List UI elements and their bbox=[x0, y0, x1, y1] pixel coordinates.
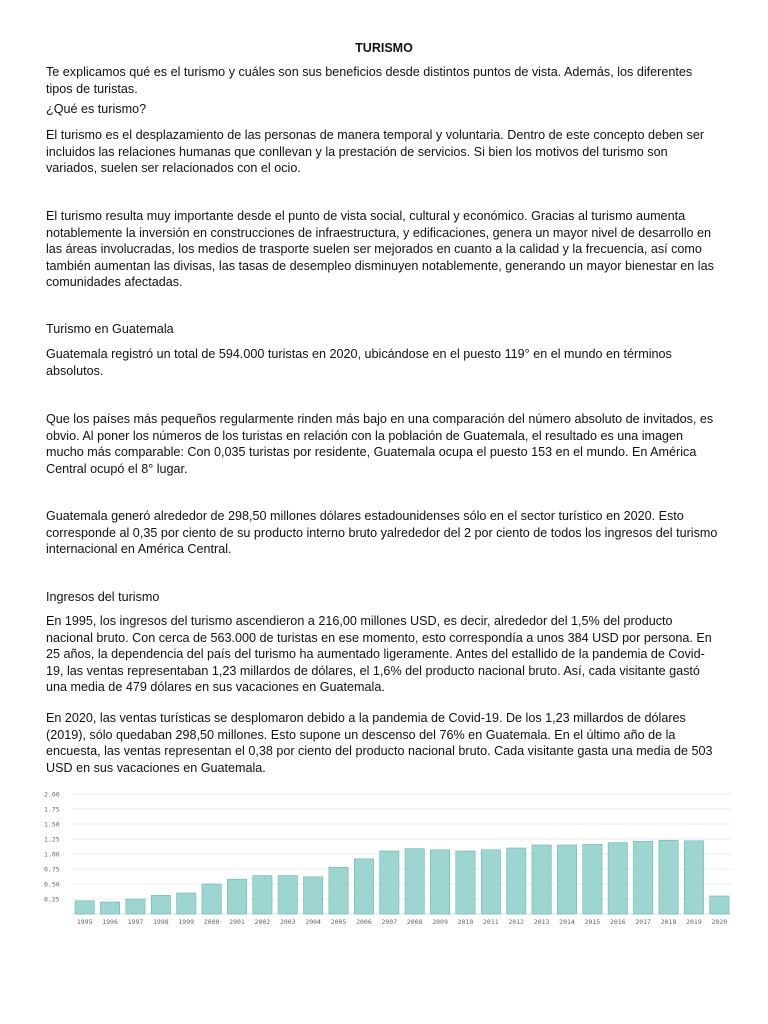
x-tick-label: 2013 bbox=[533, 918, 550, 926]
y-tick-label: 0.50 bbox=[44, 880, 60, 889]
bar-2018 bbox=[659, 840, 678, 914]
bar-1999 bbox=[177, 893, 196, 914]
bar-2002 bbox=[253, 876, 272, 914]
bar-2009 bbox=[430, 850, 449, 914]
x-tick-label: 2020 bbox=[711, 918, 728, 926]
x-tick-label: 2010 bbox=[457, 918, 474, 926]
x-tick-label: 2012 bbox=[508, 918, 525, 926]
bar-2007 bbox=[380, 851, 399, 914]
x-tick-label: 2005 bbox=[330, 918, 347, 926]
income-heading: Ingresos del turismo bbox=[46, 590, 160, 604]
x-tick-label: 1995 bbox=[76, 918, 93, 926]
x-tick-label: 2018 bbox=[660, 918, 677, 926]
guatemala-heading: Turismo en Guatemala bbox=[46, 322, 174, 336]
x-tick-label: 1996 bbox=[102, 918, 118, 926]
bar-2012 bbox=[507, 848, 526, 914]
x-tick-label: 1998 bbox=[153, 918, 169, 926]
comparison-paragraph: Que los países más pequeños regularmente rinden más bajo en una comparación del número absoluto de invitados, es obvio. Al poner los números de los turistas en relación con la población de Guatemala, el resultado es una imagen mucho más comparable: Con 0,035 turistas por residente, Guatemala ocupa el puesto 153 en el mundo. En América Central ocupó el 8° lugar. bbox=[46, 412, 714, 476]
y-tick-label: 1.25 bbox=[44, 835, 60, 844]
x-tick-label: 2014 bbox=[559, 918, 575, 926]
bar-2005 bbox=[329, 867, 348, 914]
bar-2014 bbox=[557, 845, 576, 914]
income-2020-paragraph: En 2020, las ventas turísticas se desplomaron debido a la pandemia de Covid-19. De los 1,23 millardos de dólares (2019), sólo quedaban 298,50 millones. Esto supone un descenso del 76% en Guatemala. En el último año de la encuesta, las ventas representan el 0,38 por ciento del producto nacional bruto. Cada visitante gasta una media de 503 USD en sus vacaciones en Guatemala. bbox=[46, 711, 713, 775]
x-tick-label: 2011 bbox=[483, 918, 499, 926]
bar-2016 bbox=[608, 843, 627, 914]
bar-1998 bbox=[151, 895, 170, 914]
y-tick-label: 1.75 bbox=[44, 805, 60, 814]
bar-2010 bbox=[456, 851, 475, 914]
y-tick-label: 1.50 bbox=[44, 820, 60, 829]
x-tick-label: 2004 bbox=[305, 918, 321, 926]
x-tick-label: 2009 bbox=[432, 918, 448, 926]
bar-2001 bbox=[227, 879, 246, 914]
bar-2011 bbox=[481, 850, 500, 914]
x-tick-label: 2007 bbox=[381, 918, 398, 926]
bar-1995 bbox=[75, 901, 94, 914]
x-tick-label: 2019 bbox=[686, 918, 702, 926]
income-1995-paragraph: En 1995, los ingresos del turismo ascendieron a 216,00 millones USD, es decir, alrededor del 1,5% del producto nacional bruto. Con cerca de 563.000 de turistas en ese momento, esto correspondía a unos 384 USD por persona. En 25 años, la dependencia del país del turismo ha aumentado ligeramente. Antes del estallido de la pandemia de Covid-19, las ventas representaban 1,23 millardos de dólares, el 1,6% del producto nacional bruto. Así, cada visitante gastó una media de 479 dólares en sus vacaciones en Guatemala. bbox=[46, 614, 712, 694]
x-tick-label: 2006 bbox=[356, 918, 372, 926]
x-tick-label: 2008 bbox=[406, 918, 423, 926]
document-title: TURISMO bbox=[355, 41, 413, 55]
x-tick-label: 2015 bbox=[584, 918, 601, 926]
intro-paragraph: Te explicamos qué es el turismo y cuáles son sus beneficios desde distintos puntos de vista. Además, los diferentes tipos de turistas. bbox=[46, 65, 693, 96]
x-tick-label: 2003 bbox=[279, 918, 296, 926]
question-heading: ¿Qué es turismo? bbox=[46, 102, 147, 116]
bar-2008 bbox=[405, 849, 424, 914]
x-tick-label: 1999 bbox=[178, 918, 195, 926]
bar-1996 bbox=[100, 902, 119, 914]
bar-2004 bbox=[304, 877, 323, 914]
bar-2000 bbox=[202, 884, 221, 914]
bar-2017 bbox=[634, 841, 653, 914]
bar-2019 bbox=[684, 841, 703, 914]
x-tick-label: 1997 bbox=[127, 918, 144, 926]
x-tick-label: 2000 bbox=[203, 918, 220, 926]
tourism-income-chart bbox=[40, 786, 740, 932]
bar-2003 bbox=[278, 876, 297, 914]
revenue-2020-paragraph: Guatemala generó alrededor de 298,50 millones dólares estadounidenses sólo en el sector turístico en 2020. Esto corresponde al 0,35 por ciento de su producto interno bruto yalrededor del 2 por ciento de todos los ingresos del turismo internacional en América Central. bbox=[46, 509, 718, 556]
x-tick-label: 2001 bbox=[229, 918, 245, 926]
bar-2015 bbox=[583, 844, 602, 914]
bar-2013 bbox=[532, 845, 551, 914]
x-tick-label: 2016 bbox=[609, 918, 626, 926]
y-tick-label: 1.00 bbox=[44, 850, 60, 859]
importance-paragraph: El turismo resulta muy importante desde el punto de vista social, cultural y económico. Gracias al turismo aumenta notablemente la inversión en construcciones de infraestructura, y edificaciones, genera un mayor nivel de desarrollo en las áreas involucradas, los medios de trasporte suelen ser mejorados en cuanto a la calidad y la frecuencia, así como también aumentan las divisas, las tasas de desempleo disminuyen notablemente, generando un mayor bienestar en las comunidades afectadas. bbox=[46, 209, 714, 289]
bar-2006 bbox=[354, 859, 373, 914]
x-tick-label: 2002 bbox=[254, 918, 271, 926]
bar-2020 bbox=[710, 896, 729, 914]
y-tick-label: 0.75 bbox=[44, 865, 60, 874]
y-tick-label: 0.25 bbox=[44, 895, 60, 904]
bar-1997 bbox=[126, 899, 145, 914]
guatemala-tourists-paragraph: Guatemala registró un total de 594.000 turistas en 2020, ubicándose en el puesto 119° en el mundo en términos absolutos. bbox=[46, 347, 672, 378]
definition-paragraph: El turismo es el desplazamiento de las personas de manera temporal y voluntaria. Dentro de este concepto deben ser incluidos las relaciones humanas que conllevan y la prestación de servicios. Si bien los motivos del turismo son variados, suelen ser relacionados con el ocio. bbox=[46, 128, 705, 175]
y-tick-label: 2.00 bbox=[44, 790, 60, 799]
x-tick-label: 2017 bbox=[635, 918, 651, 926]
